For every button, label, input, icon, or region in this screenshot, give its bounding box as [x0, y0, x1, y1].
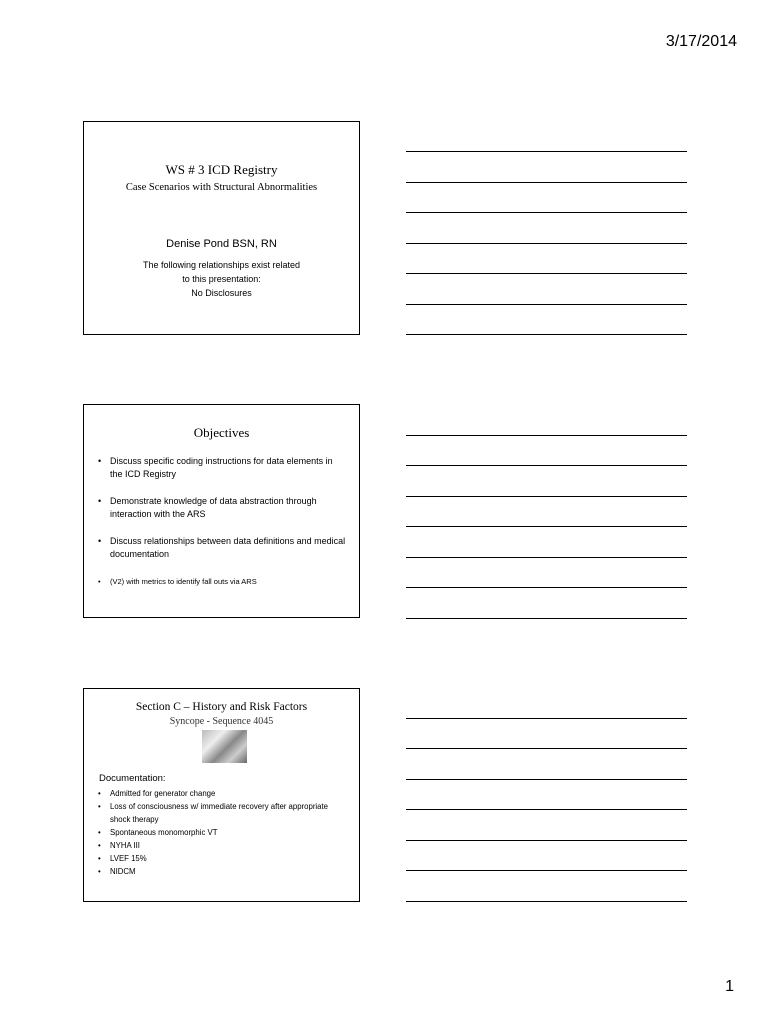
presenter-name: Denise Pond BSN, RN: [166, 238, 277, 250]
note-line: [406, 304, 687, 305]
section-subheading: Syncope - Sequence 4045: [169, 716, 274, 727]
note-line: [406, 840, 687, 841]
objectives-heading: Objectives: [193, 425, 250, 440]
slide-objectives: [83, 404, 360, 618]
note-line: [406, 496, 687, 497]
note-line: [406, 435, 687, 436]
note-line: [406, 618, 687, 619]
list-item: • NYHA III: [98, 839, 347, 852]
page-number: 1: [725, 978, 734, 995]
disclosure-text: [84, 258, 359, 300]
documentation-list: [98, 787, 347, 878]
section-heading: Section C – History and Risk Factors: [135, 701, 308, 713]
note-line: [406, 587, 687, 588]
slide-title: [83, 121, 360, 335]
documentation-label: Documentation:: [99, 773, 166, 784]
medical-device-image: [202, 730, 247, 763]
disclosure-line: No Disclosures: [191, 288, 252, 298]
note-line: [406, 182, 687, 183]
note-line: [406, 870, 687, 871]
list-item: • Discuss relationships between data definitions and medical documentation: [98, 535, 347, 561]
list-item: • Admitted for generator change: [98, 787, 347, 800]
objectives-list: [98, 455, 347, 602]
list-item: • NIDCM: [98, 865, 347, 878]
note-line: [406, 901, 687, 902]
list-item: • LVEF 15%: [98, 852, 347, 865]
slide-title-subtitle: Case Scenarios with Structural Abnormalities: [125, 182, 318, 193]
slide-title-heading: WS # 3 ICD Registry: [165, 162, 278, 177]
note-line: [406, 465, 687, 466]
list-item: • Spontaneous monomorphic VT: [98, 826, 347, 839]
slide-section-c: [83, 688, 360, 902]
disclosure-line: The following relationships exist related: [142, 260, 301, 270]
note-line: [406, 779, 687, 780]
note-line: [406, 212, 687, 213]
note-line: [406, 809, 687, 810]
disclosure-line: to this presentation:: [182, 274, 261, 284]
list-item: • (V2) with metrics to identify fall outs via ARS: [98, 575, 347, 588]
note-line: [406, 243, 687, 244]
note-line: [406, 718, 687, 719]
note-line: [406, 273, 687, 274]
note-line: [406, 334, 687, 335]
page-date: 3/17/2014: [665, 33, 737, 50]
note-line: [406, 526, 687, 527]
note-line: [406, 557, 687, 558]
note-line: [406, 748, 687, 749]
list-item: • Demonstrate knowledge of data abstraction through interaction with the ARS: [98, 495, 347, 521]
list-item: • Loss of consciousness w/ immediate recovery after appropriate shock therapy: [98, 800, 347, 826]
note-line: [406, 151, 687, 152]
list-item: • Discuss specific coding instructions for data elements in the ICD Registry: [98, 455, 347, 481]
